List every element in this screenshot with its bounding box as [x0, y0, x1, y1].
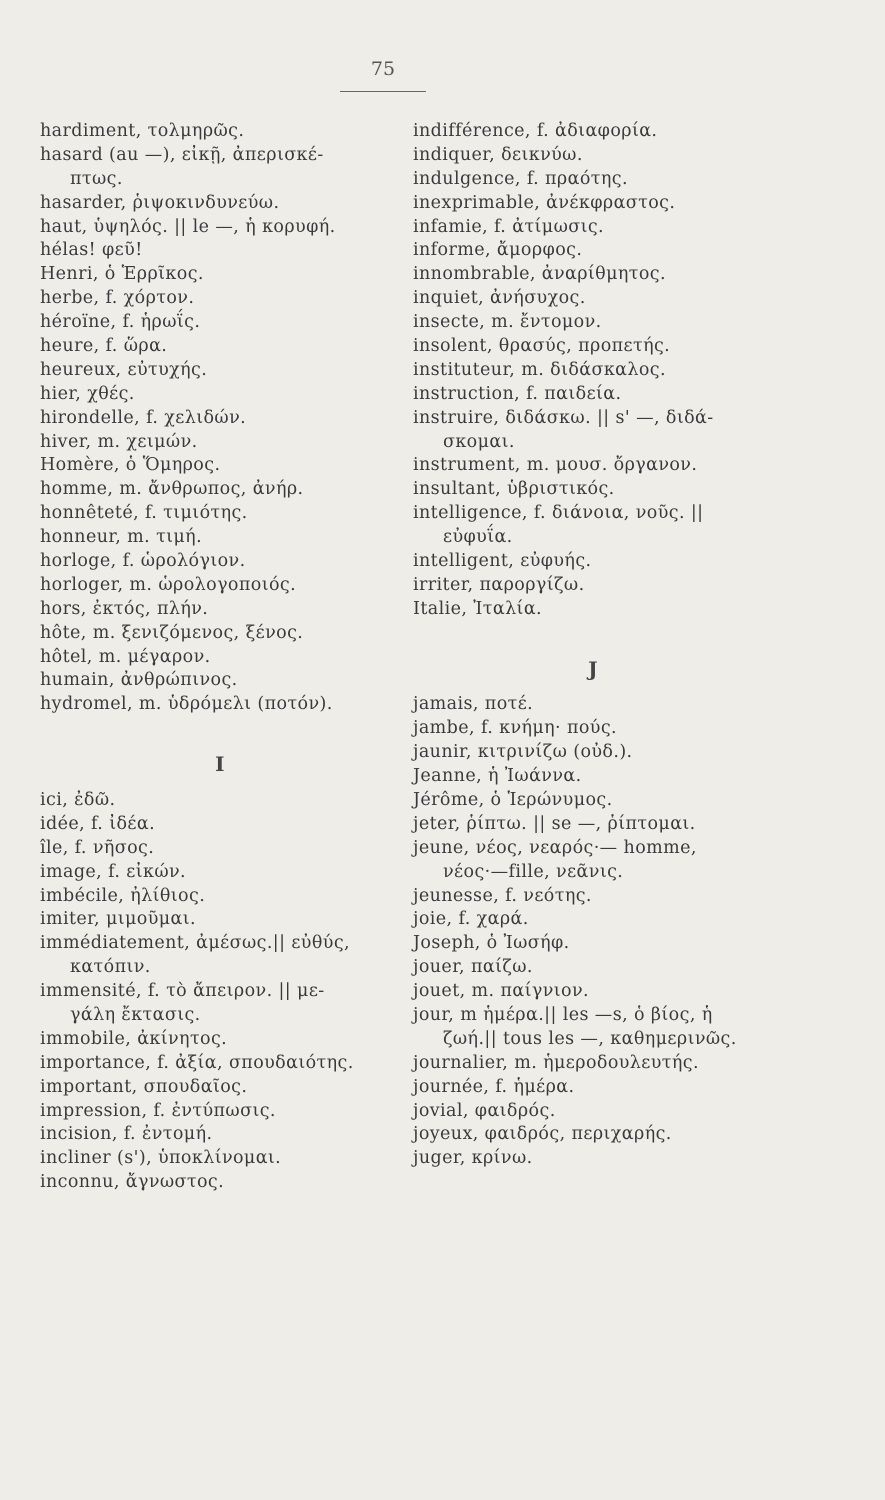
dictionary-entry-line: imiter, μιμοῦμαι.	[40, 909, 196, 930]
dictionary-entry-line: haut, ὑψηλός. || le —, ἡ κορυφή.	[40, 216, 336, 237]
dictionary-entry-line: insecte, m. ἔντομον.	[413, 312, 602, 333]
dictionary-entry-line: immensité, f. τὸ ἄπειρον. || με-	[40, 981, 325, 1002]
dictionary-entry-line: impression, f. ἐντύπωσις.	[40, 1100, 276, 1121]
dictionary-entry-line: indifférence, f. ἀδιαφορία.	[413, 121, 658, 141]
dictionary-entry-line: immobile, ἀκίνητος.	[40, 1028, 228, 1049]
dictionary-entry-line: insultant, ὑβριστικός.	[413, 479, 615, 500]
dictionary-entry-line: ζωή.|| tous les —, καθημερινῶς.	[443, 1028, 737, 1049]
dictionary-entry-line: jouer, παίζω.	[413, 957, 533, 978]
dictionary-entry-line: instruire, διδάσκω. || s' —, διδά-	[413, 407, 714, 428]
dictionary-entry-line: innombrable, ἀναρίθμητος.	[413, 264, 666, 285]
dictionary-entry-line: humain, ἀνθρώπινος.	[40, 670, 238, 691]
dictionary-entry-line: indulgence, f. πραότης.	[413, 168, 628, 189]
dictionary-entry-line: heure, f. ὥρα.	[40, 336, 168, 357]
dictionary-entry-line: hiver, m. χειμών.	[40, 431, 198, 452]
dictionary-entry-line: Homère, ὁ Ὅμηρος.	[40, 455, 221, 476]
dictionary-entry-line: hardiment, τολμηρῶς.	[40, 121, 245, 141]
dictionary-entry-line: honnêteté, f. τιμιότης.	[40, 503, 248, 524]
dictionary-entry-line: instrument, m. μουσ. ὄργανον.	[413, 455, 698, 476]
dictionary-entry-line: héroïne, f. ἡρωΐς.	[40, 312, 201, 333]
dictionary-entry-line: juger, κρίνω.	[413, 1148, 533, 1169]
dictionary-entry-line: hier, χθές.	[40, 383, 135, 404]
dictionary-entry-line: Italie, Ἰταλία.	[413, 598, 543, 619]
dictionary-entry-line: île, f. νῆσος.	[40, 837, 155, 858]
dictionary-entry-line: hôtel, m. μέγαρον.	[40, 646, 211, 667]
section-heading-i: I	[215, 752, 225, 777]
dictionary-entry-line: heureux, εὐτυχής.	[40, 359, 208, 380]
dictionary-entry-line: hirondelle, f. χελιδών.	[40, 407, 247, 428]
dictionary-entry-line: Henri, ὁ Ἑρρῖκος.	[40, 264, 204, 285]
dictionary-entry-line: jeunesse, f. νεότης.	[413, 885, 592, 906]
dictionary-entry-line: πτως.	[70, 168, 123, 189]
dictionary-entry-line: instruction, f. παιδεία.	[413, 383, 622, 404]
dictionary-entry-line: honneur, m. τιμή.	[40, 527, 203, 548]
dictionary-entry-line: informe, ἄμορφος.	[413, 240, 583, 261]
dictionary-entry-line: inquiet, ἀνήσυχος.	[413, 288, 586, 309]
entries-i-left	[40, 789, 400, 1195]
page-number: 75	[370, 58, 396, 80]
dictionary-entry-line: hôte, m. ξενιζόμενος, ξένος.	[40, 622, 304, 643]
dictionary-entry-line: irriter, παροργίζω.	[413, 574, 585, 595]
dictionary-entry-line: hasard (au —), εἰκῇ, ἀπερισκέ-	[40, 144, 324, 165]
dictionary-entry-line: hors, ἐκτός, πλήν.	[40, 598, 209, 619]
dictionary-entry-line: joie, f. χαρά.	[413, 909, 529, 930]
dictionary-entry-line: jambe, f. κνήμη· πούς.	[413, 718, 618, 739]
dictionary-entry-line: infamie, f. ἀτίμωσις.	[413, 216, 605, 237]
dictionary-entry-line: immédiatement, ἀμέσως.|| εὐθύς,	[40, 933, 350, 954]
dictionary-entry-line: herbe, f. χόρτον.	[40, 288, 195, 309]
dictionary-entry-line: joyeux, φαιδρός, περιχαρής.	[413, 1124, 672, 1145]
dictionary-entry-line: hélas! φεῦ!	[40, 240, 143, 261]
dictionary-entry-line: jouet, m. παίγνιον.	[413, 981, 589, 1002]
dictionary-entry-line: Joseph, ὁ Ἰωσήφ.	[413, 933, 570, 954]
dictionary-entry-line: indiquer, δεικνύω.	[413, 144, 583, 165]
dictionary-entry-line: intelligent, εὐφυής.	[413, 551, 592, 572]
right-column	[413, 120, 773, 1171]
dictionary-entry-line: jaunir, κιτρινίζω (οὐδ.).	[413, 742, 633, 763]
dictionary-entry-line: journée, f. ἡμέρα.	[413, 1076, 575, 1097]
dictionary-entry-line: homme, m. ἄνθρωπος, ἀνήρ.	[40, 479, 304, 500]
dictionary-entry-line: hasarder, ῥιψοκινδυνεύω.	[40, 192, 280, 213]
entries-i-right	[413, 120, 773, 622]
dictionary-entry-line: important, σπουδαῖος.	[40, 1076, 248, 1097]
dictionary-entry-line: incliner (s'), ὑποκλίνομαι.	[40, 1148, 282, 1169]
dictionary-entry-line: inconnu, ἄγνωστος.	[40, 1172, 225, 1193]
dictionary-entry-line: inexprimable, ἀνέκφραστος.	[413, 192, 676, 213]
dictionary-entry-line: horloge, f. ὡρολόγιον.	[40, 551, 246, 572]
dictionary-entry-line: jeter, ῥίπτω. || se —, ῥίπτομαι.	[413, 813, 696, 834]
left-column	[40, 120, 400, 1195]
dictionary-entry-line: Jeanne, ἡ Ἰωάννα.	[413, 766, 582, 787]
dictionary-entry-line: ici, ἐδῶ.	[40, 789, 116, 810]
dictionary-entry-line: importance, f. ἀξία, σπουδαιότης.	[40, 1052, 354, 1073]
entries-j	[413, 693, 773, 1171]
dictionary-entry-line: imbécile, ἠλίθιος.	[40, 885, 206, 906]
header-rule	[340, 91, 426, 92]
dictionary-entry-line: νέος·—fille, νεᾶνις.	[443, 861, 624, 882]
dictionary-entry-line: incision, f. ἐντομή.	[40, 1124, 213, 1145]
dictionary-entry-line: jamais, ποτέ.	[413, 694, 534, 715]
dictionary-entry-line: horloger, m. ὡρολογοποιός.	[40, 574, 297, 595]
section-heading-j: J	[588, 656, 598, 681]
dictionary-entry-line: intelligence, f. διάνοια, νοῦς. ||	[413, 503, 704, 524]
dictionary-entry-line: σκομαι.	[443, 431, 515, 452]
dictionary-entry-line: γάλη ἔκτασις.	[70, 1004, 201, 1025]
dictionary-entry-line: κατόπιν.	[70, 957, 151, 978]
dictionary-entry-line: hydromel, m. ὑδρόμελι (ποτόν).	[40, 694, 333, 715]
dictionary-entry-line: instituteur, m. διδάσκαλος.	[413, 359, 666, 380]
dictionary-entry-line: εὐφυΐα.	[443, 527, 513, 548]
dictionary-entry-line: jeune, νέος, νεαρός·— homme,	[413, 837, 697, 858]
dictionary-entry-line: jovial, φαιδρός.	[413, 1100, 556, 1121]
dictionary-entry-line: image, f. εἰκών.	[40, 861, 187, 882]
entries-h	[40, 120, 400, 717]
dictionary-entry-line: idée, f. ἰδέα.	[40, 813, 156, 834]
dictionary-entry-line: jour, m ἡμέρα.|| les —s, ὁ βίος, ἡ	[413, 1004, 713, 1025]
dictionary-entry-line: Jérôme, ὁ Ἱερώνυμος.	[413, 789, 613, 810]
dictionary-entry-line: journalier, m. ἡμεροδουλευτής.	[413, 1052, 699, 1073]
dictionary-entry-line: insolent, θρασύς, προπετής.	[413, 336, 671, 357]
